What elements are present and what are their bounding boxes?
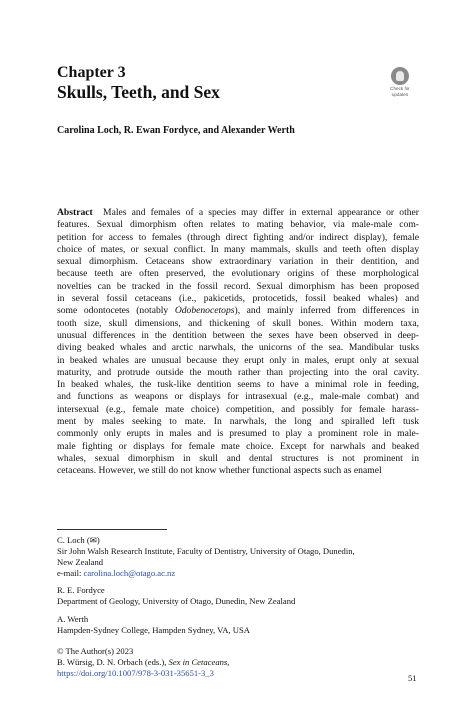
- citation: B. Würsig, D. N. Orbach (eds.), Sex in Cetaceans,: [57, 657, 230, 667]
- abstract-line: In beaked whales, the tusk-like dentition seems to have a minimal role in feeding,: [57, 379, 419, 391]
- abstract-line: novelties can be tracked in the fossil record. Sexual dimorphism has been proposed: [57, 280, 419, 292]
- check-for-updates-badge[interactable]: [385, 67, 415, 99]
- page-number: 51: [408, 673, 417, 683]
- abstract-line: male fighting or displays for female mate choice. Except for narwhals and beaked: [57, 440, 419, 452]
- affiliation-address: Hampden-Sydney College, Hampden Sydney, VA, USA: [57, 625, 250, 635]
- abstract-line: choice of mates, or sexual conflict. In many mammals, skulls and teeth often display: [57, 243, 419, 255]
- abstract-label: Abstract: [57, 207, 93, 218]
- email-link[interactable]: carolina.loch@otago.ac.nz: [83, 568, 176, 578]
- abstract-line: whales, sexual dimorphism in skull and dental structures is not prominent in: [57, 452, 419, 464]
- affiliation-loch: [57, 535, 355, 579]
- abstract-line: intersexual (e.g., female mate choice) competition, and possibly for female harass-: [57, 403, 419, 415]
- book-title: Sex in Cetaceans: [168, 657, 228, 667]
- abstract-line: diving beaked whales and arctic narwhals, the unicorns of the sea. Mandibular tusks: [57, 342, 419, 354]
- doi-link[interactable]: https://doi.org/10.1007/978-3-031-35651-3_3: [57, 668, 214, 678]
- copyright-notice: © The Author(s) 2023: [57, 646, 134, 656]
- abstract-line: features. Sexual dimorphism often relates to mating behavior, via male-male com-: [57, 219, 419, 231]
- affiliation-name: A. Werth: [57, 614, 89, 624]
- affiliation-name: C. Loch (✉): [57, 535, 100, 545]
- abstract-line: Abstract Males and females of a species may differ in external appearance or other: [57, 207, 419, 218]
- abstract-line: tooth size, skull dimensions, and thickening of skull bones. Within modern taxa,: [57, 317, 419, 329]
- chapter-authors: Carolina Loch, R. Ewan Fordyce, and Alexander Werth: [57, 125, 295, 136]
- abstract-line: in several fossil cetaceans (i.e., pakicetids, protocetids, fossil beaked whales) and: [57, 293, 419, 305]
- abstract-line: petition for access to females (through direct fighting and/or indirect display), female: [57, 231, 419, 243]
- badge-label-line1: Check for: [390, 86, 410, 91]
- affiliation-werth: [57, 614, 250, 636]
- affiliation-email-row: e-mail: carolina.loch@otago.ac.nz: [57, 568, 176, 578]
- taxon-name: Odobenocetops: [174, 305, 235, 317]
- affiliation-address: Department of Geology, University of Otago, Dunedin, New Zealand: [57, 596, 296, 606]
- footnote-divider: [57, 529, 167, 530]
- abstract-line: commonly only erupts in males and is presumed to play a prominent role in male-: [57, 428, 419, 440]
- abstract-line: in beaked whales are unusual because they erupt only in males, erupt only at sexual: [57, 354, 419, 366]
- affiliation-fordyce: [57, 585, 295, 607]
- abstract-line: cetaceans. However, we still do not know whether functional aspects such as enamel: [57, 465, 382, 477]
- abstract-line: maturity, and protrude outside the mouth rather than projecting into the oral cavity.: [57, 366, 419, 378]
- abstract-line: some odontocetes (notably Odobenocetops), and mainly inferred from differences in: [57, 305, 420, 317]
- chapter-label: Chapter 3: [57, 64, 126, 81]
- abstract-line: because teeth are often preserved, the evolutionary origins of these morphological: [57, 268, 419, 280]
- abstract-line: ment by males seeking to mate. In narwhals, the long and spiralled left tusk: [57, 416, 419, 428]
- affiliation-name: R. E. Fordyce: [57, 585, 105, 595]
- abstract-line: sexual dimorphism. Cetaceans show extraordinary variation in their dentition, and: [57, 256, 419, 268]
- abstract-line: unusual differences in the dentition between the sexes have been observed in deep-: [57, 329, 419, 341]
- affiliation-address: Sir John Walsh Research Institute, Faculty of Dentistry, University of Otago, Dunedin,: [57, 546, 355, 556]
- check-for-updates-icon: [391, 67, 409, 85]
- badge-label-line2: updates: [391, 92, 409, 97]
- abstract-line: and functions as weapons or displays for intrasexual (e.g., male-male combat) and: [57, 391, 419, 403]
- affiliation-address: New Zealand: [57, 557, 104, 567]
- publication-info: [57, 646, 229, 679]
- chapter-title: Skulls, Teeth, and Sex: [57, 82, 220, 102]
- abstract: [57, 207, 419, 478]
